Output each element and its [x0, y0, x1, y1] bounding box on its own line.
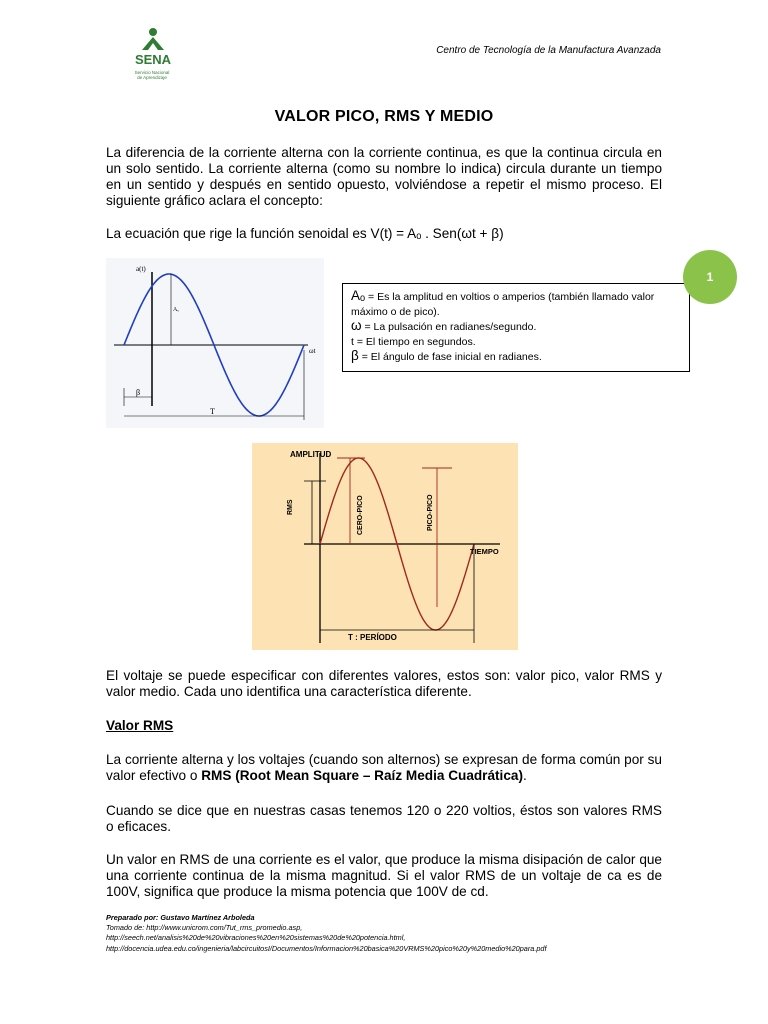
figure1-amplitude-label: Aₒ [173, 307, 180, 313]
footer-source-3: http://docencia.udea.edu.co/ingenieria/labcircuitosI/Documentos/Informacion%20basica%20VRMS%20pico%20y%20medio%20para.pdf [106, 943, 547, 953]
figure1-phase-label: β [136, 388, 141, 397]
figure2-period-label: T : PERÍODO [348, 633, 397, 642]
definition-omega [351, 319, 681, 335]
footer-credits [106, 913, 547, 954]
logo-wordmark: SENA [134, 52, 172, 67]
rms-paragraph-2: Cuando se dice que en nuestras casas tenemos 120 o 220 voltios, éstos son valores RMS o eficaces. [106, 803, 662, 834]
footer-source-2: http://seech.net/analisis%20de%20vibraciones%20en%20sistemas%20de%20potencia.html, [106, 933, 406, 943]
org-name [132, 70, 172, 80]
beta-symbol: β [351, 348, 359, 363]
definition-beta [351, 349, 681, 365]
figure2-rms-label: RMS [287, 499, 294, 515]
rms-p1-bold: RMS (Root Mean Square – Raíz Media Cuadrática) [201, 768, 523, 783]
footer-source-1: Tomado de: http://www.unicrom.com/Tut_rms_promedio.asp, [106, 923, 303, 933]
voltage-paragraph: El voltaje se puede especificar con diferentes valores, estos son: valor pico, valor RMS y valor medio. Cada uno identifica una característica diferente. [106, 668, 662, 699]
beta-definition: = El ángulo de fase inicial en radianes. [361, 351, 542, 363]
definition-time: t = El tiempo en segundos. [351, 335, 476, 348]
amplitude-definition: = Es la amplitud en voltios o amperios (también llamado valor máximo o de pico). [351, 291, 655, 318]
footer-author: Preparado por: Gustavo Martínez Arboleda [106, 913, 255, 922]
figure2-zero-peak-label: CERO-PICO [357, 495, 364, 535]
omega-definition: = La pulsación en radianes/segundo. [364, 321, 537, 333]
section-heading-rms: Valor RMS [106, 718, 174, 733]
figure1-background [106, 258, 324, 428]
figure1-period-label: T [210, 407, 215, 416]
rms-peak-figure [252, 443, 518, 650]
figure2-amplitude-label: AMPLITUD [290, 450, 332, 459]
org-line-1: Servicio Nacional [134, 70, 170, 75]
figure2-peak-peak-label: PICO-PICO [427, 494, 434, 531]
definitions-box [342, 283, 690, 372]
intro-paragraph: La diferencia de la corriente alterna con la corriente continua, es que la continua circula en un solo sentido. La corriente alterna (como su nombre lo indica) circula durante un tiempo en un sentido y después en sentido opuesto, volviéndose a repetir el mismo proceso. El siguiente gráfico aclara el concepto: [106, 145, 662, 208]
figure1-y-label: a(t) [136, 265, 146, 273]
figure1-x-label: ωt [309, 347, 316, 355]
omega-symbol: ω [351, 318, 362, 333]
sine-wave-figure [106, 258, 324, 428]
amplitude-symbol: Aₒ [351, 288, 366, 303]
figure2-time-label: TIEMPO [470, 547, 499, 556]
rms-paragraph-3: Un valor en RMS de una corriente es el valor, que produce la misma disipación de calor que una corriente continua de la misma magnitud. Si el valor RMS de un voltaje de ca es de 100V, significa que produce la misma potencia que 100V de cd. [106, 852, 662, 899]
sena-emblem-icon [142, 28, 164, 50]
equation-line: La ecuación que rige la función senoidal es V(t) = Aₒ . Sen(ωt + β) [106, 226, 504, 241]
definition-amplitude [351, 289, 681, 319]
rms-p1-end: . [522, 768, 527, 783]
center-name: Centro de Tecnología de la Manufactura Avanzada [436, 45, 661, 56]
page-number-badge: 1 [683, 250, 737, 304]
rms-paragraph-1 [106, 752, 662, 784]
org-line-2: de Aprendizaje [137, 75, 167, 80]
page-title: VALOR PICO, RMS Y MEDIO [274, 108, 494, 125]
rms-p1-text: La corriente alterna y los voltajes (cuando son alternos) se expresan de forma común por su valor efectivo o [106, 752, 662, 783]
